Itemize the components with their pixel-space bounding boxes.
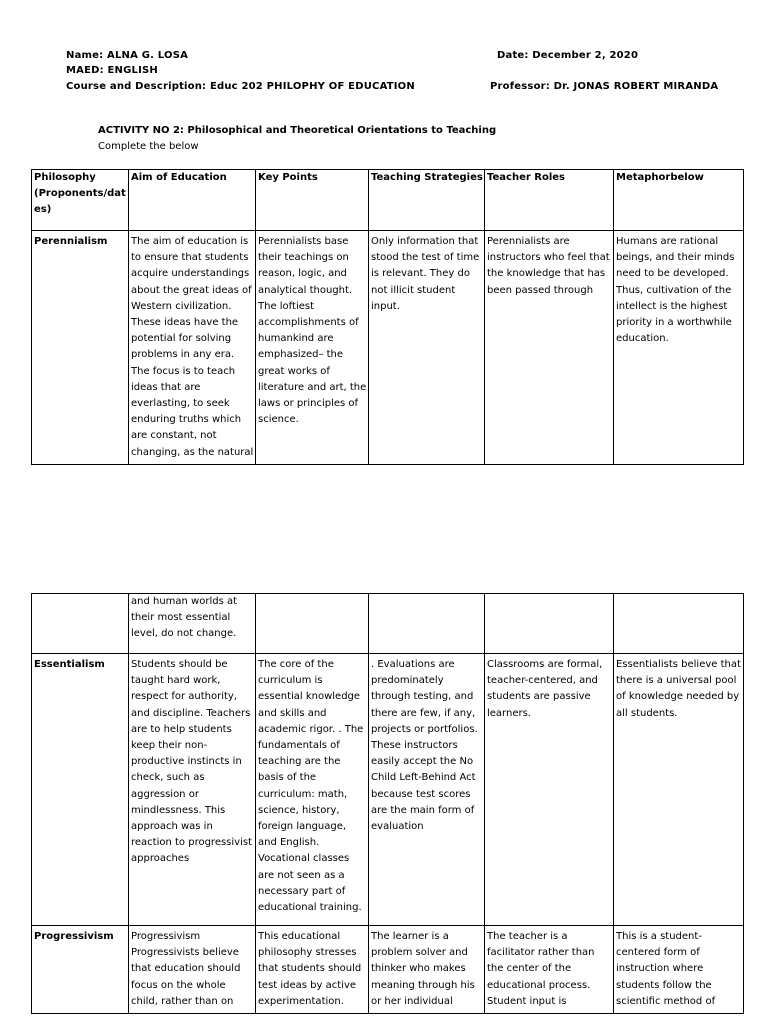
cell-key-points-text: The core of the curriculum is essential knowledge and skills and academic rigor. . The fundamentals of teaching are the basis of the curriculum: math, science, history, foreign language, and English. Vocational classes are not seen as a necessary part of educational training. bbox=[258, 659, 364, 914]
table-header-row bbox=[32, 170, 744, 231]
col-header-strategies bbox=[369, 170, 485, 231]
cell-metaphor bbox=[614, 594, 744, 654]
date: Date: December 2, 2020 bbox=[497, 50, 639, 61]
cell-strategies bbox=[369, 654, 485, 926]
cell-key-points bbox=[256, 594, 369, 654]
cell-roles-text: The teacher is a facilitator rather than the center of the educational process. Student input is bbox=[487, 931, 595, 1007]
professor: Professor: Dr. JONAS ROBERT MIRANDA bbox=[490, 81, 719, 92]
cell-key-points bbox=[256, 926, 369, 1014]
student-name: Name: ALNA G. LOSA bbox=[66, 50, 189, 61]
cell-metaphor bbox=[614, 231, 744, 465]
table-row bbox=[32, 594, 744, 654]
cell-aim bbox=[129, 654, 256, 926]
col-header-roles bbox=[485, 170, 614, 231]
cell-aim bbox=[129, 926, 256, 1014]
cell-philosophy bbox=[32, 594, 129, 654]
col-header-strategies-text: Teaching Strategies bbox=[371, 172, 483, 183]
col-header-metaphor-text: Metaphorbelow bbox=[616, 172, 704, 183]
activity-title-text: ACTIVITY NO 2: Philosophical and Theoretical Orientations to Teaching bbox=[98, 125, 497, 136]
cell-roles-text: Classrooms are formal, teacher-centered, and students are passive learners. bbox=[487, 659, 603, 719]
cell-aim-text: and human worlds at their most essential level, do not change. bbox=[131, 596, 238, 640]
cell-strategies bbox=[369, 926, 485, 1014]
cell-aim bbox=[129, 231, 256, 465]
cell-key-points bbox=[256, 654, 369, 926]
cell-roles bbox=[485, 926, 614, 1014]
col-header-metaphor bbox=[614, 170, 744, 231]
course-description: Course and Description: Educ 202 PHILOPHY OF EDUCATION bbox=[66, 81, 415, 92]
cell-aim-text: The aim of education is to ensure that students acquire understandings about the great ideas of Western civilization. These ideas have the potential for solving problems in any era. The focus is to teach ideas that are everlasting, to seek enduring truths which are constant, not changing, as the natural bbox=[131, 236, 254, 458]
cell-strategies bbox=[369, 594, 485, 654]
cell-philosophy bbox=[32, 231, 129, 465]
cell-strategies-text: The learner is a problem solver and thinker who makes meaning through his or her individual bbox=[371, 931, 475, 1007]
cell-strategies-text bbox=[371, 594, 483, 652]
table-row bbox=[32, 926, 744, 1014]
cell-strategies-text: . Evaluations are predominately through testing, and there are few, if any, projects or portfolios. These instructors easily accept the No Child Left-Behind Act because test scores are the main form of evaluation bbox=[371, 659, 478, 833]
cell-philosophy-text: Perennialism bbox=[34, 236, 108, 247]
cell-metaphor-text: Essentialists believe that there is a universal pool of knowledge needed by all students. bbox=[616, 659, 741, 719]
cell-aim-text: Students should be taught hard work, respect for authority, and discipline. Teachers are to help students keep their non-productive instincts in check, such as aggression or mindlessness. This approach was in reaction to progressivist approaches bbox=[131, 659, 252, 865]
cell-metaphor bbox=[614, 654, 744, 926]
table-row bbox=[32, 231, 744, 465]
activity-title bbox=[98, 125, 496, 136]
col-header-aim bbox=[129, 170, 256, 231]
cell-metaphor-text: This is a student-centered form of instruction where students follow the scientific method of bbox=[616, 931, 716, 1007]
col-header-roles-text: Teacher Roles bbox=[487, 172, 565, 183]
cell-key-points bbox=[256, 231, 369, 465]
col-header-aim-text: Aim of Education bbox=[131, 172, 227, 183]
cell-strategies-text: Only information that stood the test of time is relevant. They do not illicit student input. bbox=[371, 236, 480, 312]
cell-key-points-text: This educational philosophy stresses that students should test ideas by active experimentation. bbox=[258, 931, 362, 1007]
cell-roles-text: Perennialists are instructors who feel that the knowledge that has been passed through bbox=[487, 236, 610, 296]
orientation-table-page-2 bbox=[31, 593, 744, 1014]
cell-philosophy bbox=[32, 926, 129, 1014]
cell-key-points-text bbox=[258, 594, 367, 652]
table-row bbox=[32, 654, 744, 926]
cell-philosophy bbox=[32, 654, 129, 926]
col-header-philosophy bbox=[32, 170, 129, 231]
orientation-table-page-1 bbox=[31, 169, 744, 465]
col-header-philosophy-text: Philosophy (Proponents/dates) bbox=[34, 172, 126, 216]
col-header-key-points bbox=[256, 170, 369, 231]
cell-metaphor bbox=[614, 926, 744, 1014]
col-header-key-points-text: Key Points bbox=[258, 172, 318, 183]
cell-metaphor-text: Humans are rational beings, and their minds need to be developed. Thus, cultivation of the intellect is the highest priority in a worthwhile education. bbox=[616, 236, 735, 345]
cell-philosophy-text: Progressivism bbox=[34, 931, 114, 942]
cell-aim-text: Progressivism Progressivists believe that education should focus on the whole child, rather than on bbox=[131, 931, 241, 1007]
cell-key-points-text: Perennialists base their teachings on reason, logic, and analytical thought. The loftiest accomplishments of humankind are emphasized– the great works of literature and art, the laws or principles of science. bbox=[258, 236, 367, 426]
cell-philosophy-text bbox=[34, 594, 127, 652]
activity-instruction: Complete the below bbox=[98, 141, 199, 152]
student-degree: MAED: ENGLISH bbox=[66, 65, 158, 76]
cell-metaphor-text bbox=[616, 594, 742, 652]
cell-roles bbox=[485, 654, 614, 926]
cell-strategies bbox=[369, 231, 485, 465]
cell-roles-text bbox=[487, 594, 612, 652]
cell-roles bbox=[485, 231, 614, 465]
cell-philosophy-text: Essentialism bbox=[34, 659, 105, 670]
cell-roles bbox=[485, 594, 614, 654]
cell-aim bbox=[129, 594, 256, 654]
